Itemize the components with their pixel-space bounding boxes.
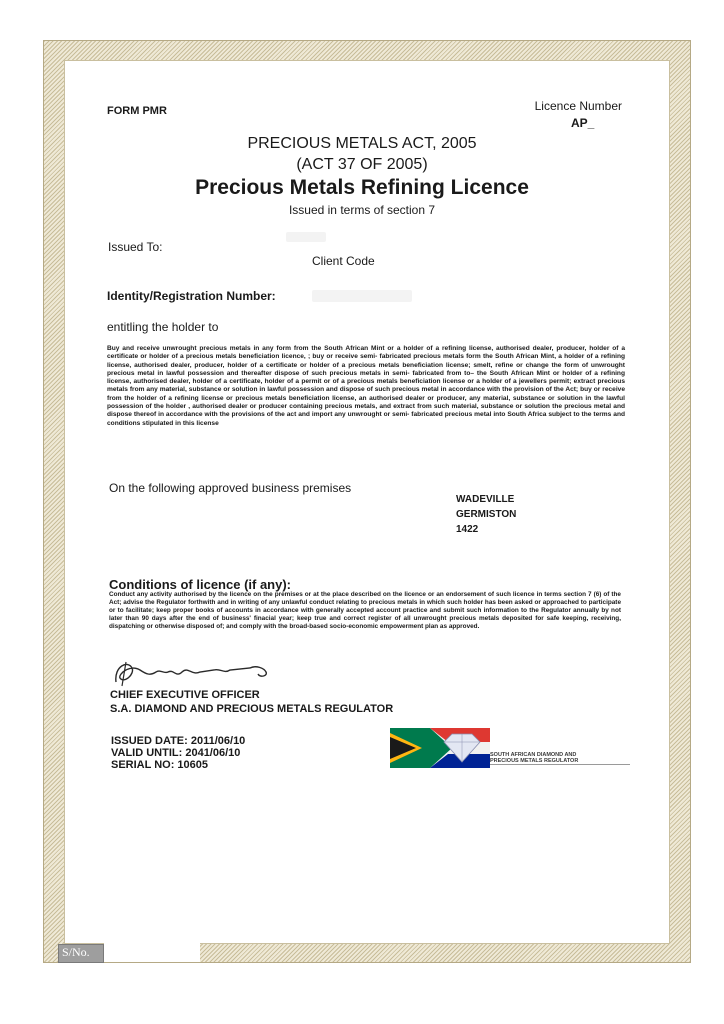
serial-number: SERIAL NO: 10605	[111, 759, 209, 771]
signature	[110, 656, 280, 690]
act-number: (ACT 37 OF 2005)	[296, 156, 428, 173]
form-code: FORM PMR	[107, 105, 167, 117]
valid-until-date: VALID UNTIL: 2041/06/10	[111, 747, 241, 759]
conditions-heading: Conditions of licence (if any):	[109, 577, 292, 592]
address-line: WADEVILLE	[456, 494, 515, 505]
redacted-identity-number	[312, 290, 412, 302]
address-line: 1422	[456, 524, 479, 535]
licence-subtitle: Issued in terms of section 7	[288, 203, 436, 217]
licence-number-value: AP_	[571, 116, 595, 130]
redacted-serial-stamp	[104, 942, 200, 962]
conditions-text: Conduct any activity authorised by the licence on the premises or at the place described on the licence or an endorsement of such licence in terms section 7 (6) of the Act; advise the Regulator forthwith and in writing of any unlawful conduct relating to precious metals in which such holder has been asked or approached to participate or to facilitate; keep proper books of accounts in accordance with generally accepted account practice and submit such information to the Regulator annually by not later than 90 days after the end of business' finacial year; keep true and correct register of all unwrought precious metals deposited for safe keeping, receiving, dispatching or otherwise disposed of; and comply with the broad-based socio-economic empowerment plan as approved.	[109, 591, 621, 630]
premises-label: On the following approved business premises	[109, 481, 352, 495]
signatory-title: CHIEF EXECUTIVE OFFICER	[110, 689, 260, 701]
licence-title: Precious Metals Refining Licence	[195, 176, 529, 199]
signatory-organisation: S.A. DIAMOND AND PRECIOUS METALS REGULATOR	[110, 703, 394, 715]
serial-stamp-label: S/No.	[62, 945, 90, 959]
entitling-label: entitling the holder to	[107, 320, 219, 334]
regulator-logo-text: SOUTH AFRICAN DIAMOND AND PRECIOUS METALS REGULATOR	[490, 752, 579, 764]
issued-date: ISSUED DATE: 2011/06/10	[111, 735, 246, 747]
issued-to-label: Issued To:	[108, 240, 163, 254]
address-line: GERMISTON	[456, 509, 517, 520]
premises-address	[456, 492, 516, 537]
entitlement-text: Buy and receive unwrought precious metals in any form from the South African Mint or a holder of a refining license, authorised dealer, producer, holder of a certificate or holder of a precious metals beneficiation licence, ; buy or receive semi- fabricated precious metals form the South African Mint, a holder of a refining license, authorised dealer, producer, holder of a certificate or holder of a precious metals beneficiation license; smelt, refine or change the form of unwrought precious metal in lawful possession and thereafter dispose of such precious metals in semi- fabricated from to– the South African Mint or holder of a refining license, authorised dealer, holder of a certificate, holder of a permit or of a precious metals beneficiation license or a holder of a jewellers permit; extract precious metals from any material, substance or solution in lawful possession and dispose of such precious metal in accordance with the provision of the Act; buy or receive from the holder of a refining license or precious metals beneficiation license, an authorised dealer or producer, any material, substance or solution in the lawful possession of the holder , authorised dealer or producer containing precious metals, and extract from such material, substance or solution the precious metal and dispose thereof in accordance with the provisions of the act and import any unwrought or semi- fabricated precious metal into South Africa subject to the terms and conditions stipulated in this license	[107, 345, 625, 427]
act-title: PRECIOUS METALS ACT, 2005	[247, 135, 477, 152]
identity-number-label: Identity/Registration Number:	[107, 289, 276, 303]
redacted-holder-name	[286, 232, 326, 242]
client-code-label: Client Code	[312, 254, 375, 268]
licence-number-label: Licence Number	[534, 99, 622, 113]
